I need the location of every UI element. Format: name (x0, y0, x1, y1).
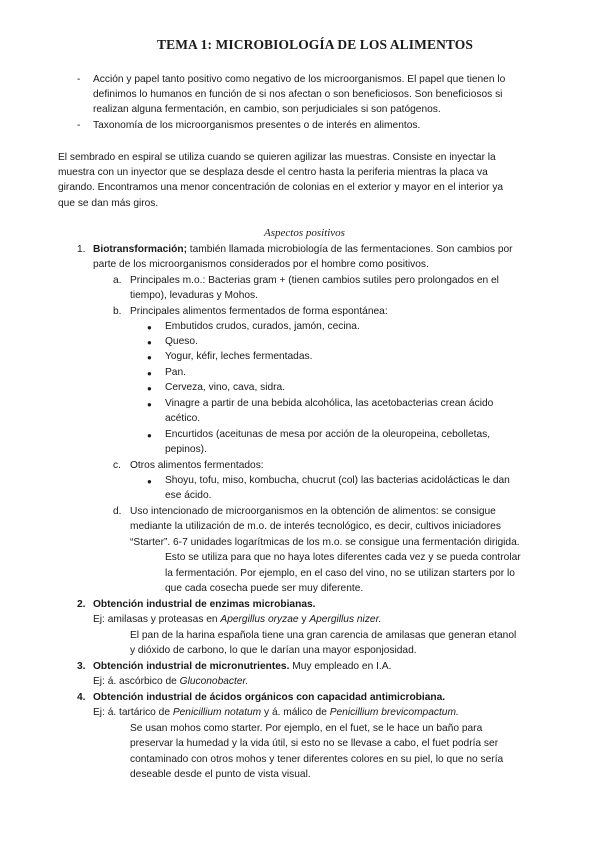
item-4-note-line-4: deseable desde el punto de vista visual. (130, 769, 311, 780)
bullet-icon: ● (147, 353, 152, 362)
item-3-title (93, 659, 391, 675)
example-prefix: Ej: á. tartárico de (93, 707, 173, 718)
item-2-number (77, 597, 86, 613)
example-connector: y á. málico de (261, 707, 330, 718)
bullet-item: Embutidos crudos, curados, jamón, cecina. (165, 321, 360, 332)
dash-marker: - (77, 74, 81, 85)
item-1-line-2: parte de los microorganismos considerados por el hombre como positivos. (93, 259, 429, 270)
item-1d-note-line-3: que cada cosecha puede ser muy diferente. (165, 583, 364, 594)
item-4-title (93, 690, 445, 706)
bullet-icon: ● (147, 477, 152, 486)
item-1d-note-line-2: la fermentación. Por ejemplo, en el caso del vino, no se utilizan starters por lo (165, 568, 515, 579)
bullet-item-continued: ese ácido. (165, 490, 212, 501)
item-1b-letter: b. (113, 306, 122, 317)
bullet-icon: ● (147, 338, 152, 347)
species-name: Penicillium notatum (172, 707, 262, 718)
item-1d-line-2: mediante la utilización de m.o. de interés tecnológico, es decir, cultivos iniciadores (130, 521, 501, 532)
item-4-number-text: 4. (77, 692, 86, 703)
item-2-title (93, 597, 315, 613)
bullet-item: Cerveza, vino, cava, sidra. (165, 382, 286, 393)
item-2-bold: Obtención industrial de enzimas microbianas. (93, 599, 316, 610)
item-1-bold: Biotransformación; (93, 244, 187, 255)
item-1d-note-line-1: Esto se utiliza para que no haya lotes diferentes cada vez y se pueda controlar (165, 552, 521, 563)
item-3-number (77, 659, 86, 675)
item-3-number-text: 3. (77, 661, 86, 672)
example-prefix: Ej: amilasas y proteasas en (93, 614, 221, 625)
item-1a-letter: a. (113, 275, 122, 286)
paragraph-line-4: que se dan más giros. (58, 198, 159, 209)
item-3-bold: Obtención industrial de micronutrientes. (93, 661, 290, 672)
item-1d-line-1: Uso intencionado de microorganismos en la obtención de alimentos: se consigue (130, 506, 496, 517)
species-name: Apergillus oryzae (220, 614, 299, 625)
item-2-note-line-1: El pan de la harina española tiene una gran carencia de amilasas que generan etanol (130, 630, 517, 641)
bullet-icon: ● (147, 431, 152, 440)
example-connector: y (298, 614, 310, 625)
item-4-note-line-2: preservar la humedad y la vida útil, si esto no se llevase a cabo, el fuet podría ser (130, 738, 499, 749)
bullet-item: Vinagre a partir de una bebida alcohólica, las acetobacterias crean ácido (165, 398, 494, 409)
item-4-number (77, 690, 86, 706)
example-prefix: Ej: á. ascórbico de (93, 676, 180, 687)
paragraph-line-1: El sembrado en espiral se utiliza cuando se quieren agilizar las muestras. Consiste en inyectar la (58, 152, 496, 163)
item-2-example (93, 612, 381, 628)
bullet-icon: ● (147, 323, 152, 332)
bullet-item: Queso. (165, 336, 198, 347)
bullet-icon: ● (147, 369, 152, 378)
intro-item-1-line-2: definimos lo humanos en función de si nos afectan o son beneficiosos. Son beneficiosos si (93, 89, 503, 100)
item-4-note-line-1: Se usan mohos como starter. Por ejemplo, en el fuet, se le hace un baño para (130, 723, 483, 734)
dash-marker: - (77, 120, 81, 131)
item-1b-text: Principales alimentos fermentados de forma espontánea: (130, 306, 388, 317)
bullet-item: Pan. (165, 367, 186, 378)
intro-item-1-line-1: Acción y papel tanto positivo como negativo de los microorganismos. El papel que tienen lo (93, 74, 506, 85)
intro-item-1-line-3: realizan alguna fermentación, en cambio, son perjudiciales si son patógenos. (93, 104, 441, 115)
item-4-example (93, 705, 459, 721)
item-1a-line-2: tiempo), levaduras y Mohos. (130, 290, 258, 301)
item-4-bold: Obtención industrial de ácidos orgánicos con capacidad antimicrobiana. (93, 692, 446, 703)
bullet-item: Yogur, kéfir, leches fermentadas. (165, 351, 313, 362)
item-1a-line-1: Principales m.o.: Bacterias gram + (tienen cambios sutiles pero prolongados en el (130, 275, 499, 286)
page-title: TEMA 1: MICROBIOLOGÍA DE LOS ALIMENTOS (157, 37, 473, 52)
item-3-example (93, 674, 248, 690)
item-1-number: 1. (77, 244, 86, 255)
item-1c-letter: c. (113, 460, 121, 471)
item-1d-letter: d. (113, 506, 122, 517)
species-name: Apergillus nizer. (309, 614, 382, 625)
paragraph-line-2: muestra con un inyector que se desplaza desde el centro hasta la periferia mientras la placa va (58, 167, 488, 178)
bullet-icon: ● (147, 400, 152, 409)
section-heading: Aspectos positivos (264, 227, 345, 239)
item-1c-text: Otros alimentos fermentados: (130, 460, 264, 471)
species-name: Penicillium brevicompactum. (329, 707, 459, 718)
paragraph-line-3: girando. Encontramos una menor concentración de colonias en el exterior y mayor en el interior ya (58, 182, 504, 193)
intro-item-2-line-1: Taxonomía de los microorganismos presentes o de interés en alimentos. (93, 120, 421, 131)
item-1-line-1-rest: también llamada microbiología de las fermentaciones. Son cambios por (186, 244, 513, 255)
item-2-number-text: 2. (77, 599, 86, 610)
item-4-note-line-3: contaminado con otros mohos y tener diferentes colores en su piel, lo que no sería (130, 754, 504, 765)
bullet-icon: ● (147, 384, 152, 393)
bullet-item-continued: pepinos). (165, 444, 207, 455)
bullet-item: Shoyu, tofu, miso, kombucha, chucrut (col) las bacterias acidolácticas le dan (165, 475, 510, 486)
species-name: Gluconobacter. (179, 676, 249, 687)
item-2-note-line-2: y dióxido de carbono, lo que le darían una mayor esponjosidad. (130, 645, 417, 656)
item-3-rest: Muy empleado en I.A. (289, 661, 392, 672)
item-1d-line-3: “Starter”. 6-7 unidades logarítmicas de los m.o. se consigue una fermentación dirigida. (130, 537, 520, 548)
bullet-item: Encurtidos (aceitunas de mesa por acción de la oleuropeina, cebolletas, (165, 429, 491, 440)
item-1-line-1 (93, 242, 513, 258)
bullet-item-continued: acético. (165, 413, 201, 424)
